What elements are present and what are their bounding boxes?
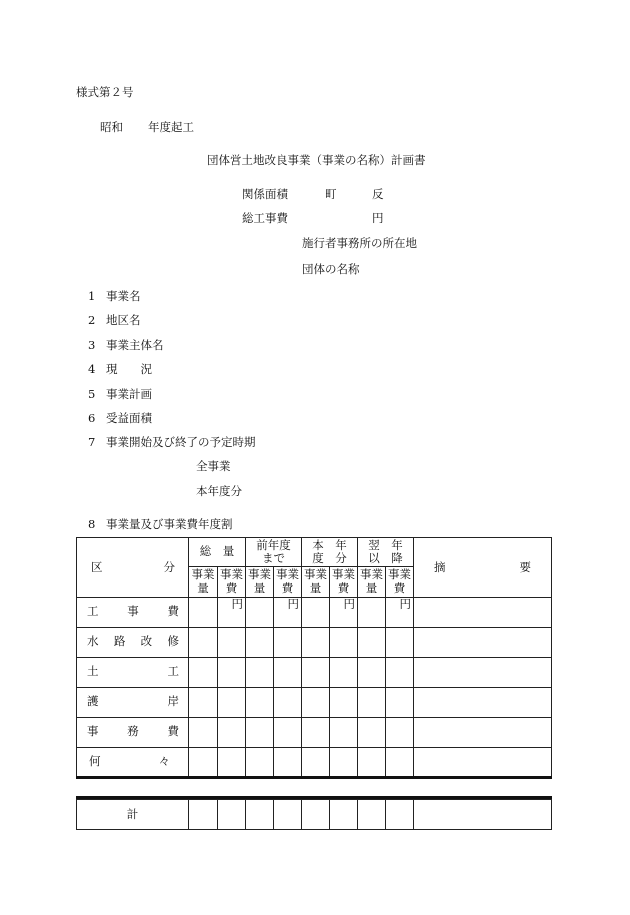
subheader-cost: 事業 費 (218, 566, 246, 597)
row-label: 事 務 費 (77, 717, 189, 747)
cell (414, 597, 552, 627)
subheader-cost: 事業 費 (274, 566, 302, 597)
period-this-year-label: 本年度分 (196, 484, 242, 498)
table-row (77, 747, 552, 777)
yen-unit: 円 (386, 597, 414, 627)
total-cost-unit: 円 (372, 211, 384, 225)
list-item: 6 受益面積 (88, 411, 152, 425)
area-unit-cho: 町 (325, 187, 337, 201)
total-label: 計 (77, 800, 189, 830)
yen-unit: 円 (330, 597, 358, 627)
list-item: 7 事業開始及び終了の予定時期 (88, 435, 256, 449)
header-following-years: 翌 年 以 降 (358, 538, 414, 567)
subheader-qty: 事業 量 (358, 566, 386, 597)
row-label: 土 工 (77, 657, 189, 687)
yen-unit: 円 (274, 597, 302, 627)
document-title: 団体営土地改良事業（事業の名称）計画書 (207, 153, 426, 167)
list-item: 2 地区名 (88, 313, 141, 327)
total-table (76, 799, 552, 830)
form-number: 様式第２号 (76, 85, 134, 99)
subheader-qty: 事業 量 (302, 566, 330, 597)
yen-unit: 円 (218, 597, 246, 627)
total-row (77, 800, 552, 830)
header-current-year: 本 年 度 分 (302, 538, 358, 567)
office-location-label: 施行者事務所の所在地 (302, 236, 417, 250)
total-cost-label: 総工事費 (242, 211, 288, 225)
row-label: 護 岸 (77, 687, 189, 717)
subheader-qty: 事業 量 (189, 566, 218, 597)
list-item: 3 事業主体名 (88, 338, 164, 352)
subheader-qty: 事業 量 (246, 566, 274, 597)
area-label: 関係面積 (242, 187, 288, 201)
subheader-cost: 事業 費 (386, 566, 414, 597)
header-previous-years: 前年度 まで (246, 538, 302, 567)
cell (358, 597, 386, 627)
table-row (77, 627, 552, 657)
cell (189, 597, 218, 627)
budget-table (76, 537, 552, 778)
table-row (77, 597, 552, 627)
header-total: 総 量 (189, 538, 246, 567)
list-item: 5 事業計画 (88, 387, 152, 401)
subheader-cost: 事業 費 (330, 566, 358, 597)
header-division: 区 分 (77, 538, 189, 598)
table-header-row (77, 538, 552, 567)
era-label: 昭和 (100, 120, 123, 134)
row-label: 工 事 費 (77, 597, 189, 627)
table-row (77, 687, 552, 717)
cell (246, 597, 274, 627)
row-label: 水 路 改 修 (77, 627, 189, 657)
header-remarks: 摘 要 (414, 538, 552, 598)
area-unit-tan: 反 (372, 187, 384, 201)
list-item: 8 事業量及び事業費年度割 (88, 517, 233, 531)
fiscal-start-label: 年度起工 (148, 120, 194, 134)
table-break-line (76, 776, 552, 779)
period-all-label: 全事業 (196, 459, 231, 473)
cell (302, 597, 330, 627)
list-item: 1 事業名 (88, 289, 141, 303)
table-row (77, 717, 552, 747)
list-item: 4 現 況 (88, 362, 152, 376)
row-label: 何 々 (77, 747, 189, 777)
organization-name-label: 団体の名称 (302, 262, 360, 276)
table-row (77, 657, 552, 687)
